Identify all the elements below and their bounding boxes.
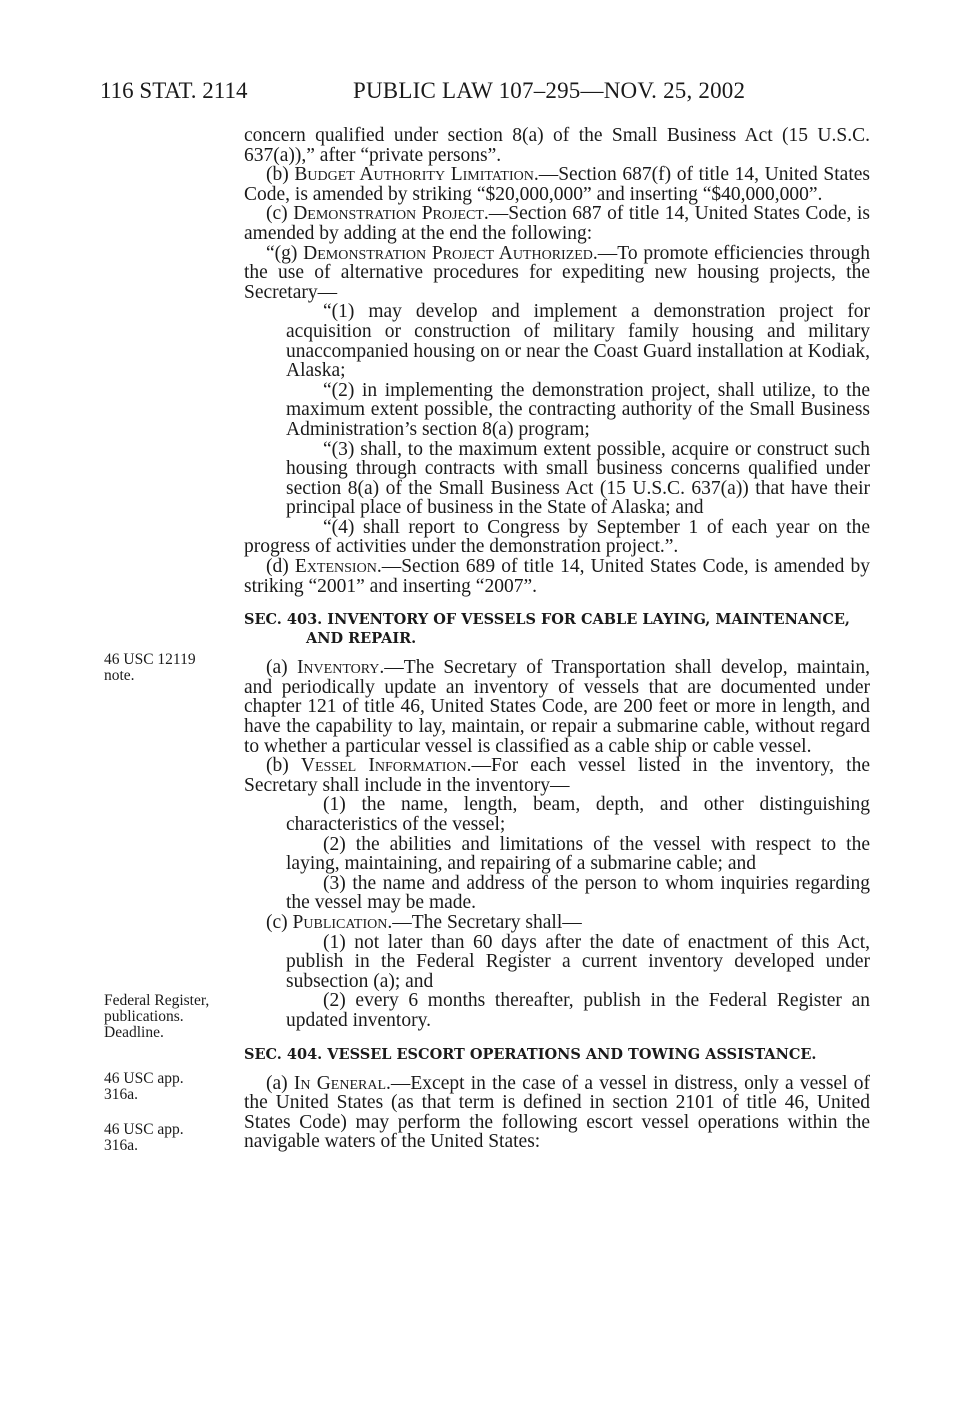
margin-note-usc-app-1 [104, 1071, 234, 1103]
subsection-heading: Demonstration Project Authorized [303, 242, 593, 264]
sec403-c-2: (2) every 6 months thereafter, publish in the Federal Register an updated inventory. [286, 990, 870, 1031]
subsection-text: .—Section 689 of title 14, United States Code, is amended by striking “2001” and inserting “2007”. [244, 556, 870, 597]
margin-note-line: 316a. [104, 1137, 139, 1154]
margin-note-line: note. [104, 667, 135, 684]
subsection-c-demonstration-project [244, 204, 870, 243]
clause-g-4: “(4) shall report to Congress by September 1 of each year on the progress of activities under the demonstration project.”. [244, 516, 870, 558]
subsection-d-extension [244, 557, 870, 596]
subsection-heading: Publication [292, 911, 388, 933]
sec403-subsection-a [244, 658, 870, 756]
section-404-heading [244, 1045, 870, 1064]
subsection-heading: Demonstration Project [293, 203, 484, 225]
subsection-g-demonstration-authorized [244, 244, 870, 303]
subsection-label: (a) [266, 1072, 294, 1094]
subsection-text: .—The Secretary of Transportation shall develop, maintain, and periodically update an inventory of vessels that are documented under chapter 121 of title 46, United States Code, are 200 feet or more in length, and have the capability to lay, maintain, or repair a submarine cable, without regard to whether a particular vessel is classified as a cable ship or cable vessel. [244, 657, 870, 757]
subsection-heading: Budget Authority Limitation [294, 164, 534, 186]
section-title: INVENTORY OF VESSELS FOR CABLE LAYING, MAINTENANCE, AND REPAIR. [306, 611, 850, 648]
subsection-label: (d) [266, 556, 295, 578]
margin-note-line: Deadline. [104, 1024, 164, 1041]
subsection-label: (c) [266, 911, 293, 933]
paragraph-continuation: concern qualified under section 8(a) of the Small Business Act (15 U.S.C. 637(a)),” after “private persons”. [244, 125, 870, 166]
sec404-subsection-a [244, 1074, 870, 1152]
subsection-heading: Vessel Information [300, 755, 467, 777]
margin-note-federal-register [104, 993, 234, 1041]
section-number: SEC. 404. [244, 1045, 328, 1063]
subsection-text: .—Section 687 of title 14, United States Code, is amended by adding at the end the following: [244, 203, 870, 244]
margin-note-line: 46 USC app. [104, 1070, 184, 1087]
margin-note-line: 316a. [104, 1086, 139, 1103]
subsection-label: (b) [266, 164, 295, 186]
margin-note-sec403 [104, 652, 234, 684]
sec403-subsection-c [244, 913, 870, 933]
subsection-b-budget-authority [244, 165, 870, 204]
sec403-b-1: (1) the name, length, beam, depth, and other distinguishing characteristics of the vessel; [286, 794, 870, 835]
margin-note-line: Federal Register, [104, 992, 210, 1009]
statute-page-number: 116 STAT. 2114 [100, 78, 248, 103]
subsection-label: (a) [266, 657, 297, 679]
section-number: SEC. 403. [244, 611, 328, 629]
margin-note-line: 46 USC app. [104, 1121, 184, 1138]
subsection-text: .—The Secretary shall— [387, 911, 582, 933]
section-403-heading [244, 610, 870, 648]
subsection-text: .—Section 687(f) of title 14, United States Code, is amended by striking “$20,000,000” and inserting “$40,000,000”. [244, 164, 870, 205]
page-header [100, 78, 880, 108]
subsection-label: “(g) [266, 242, 304, 264]
clause-g-1: “(1) may develop and implement a demonstration project for acquisition or construction of military family housing and military unaccompanied housing on or near the Coast Guard installation at Kodiak, Alaska; [286, 301, 870, 382]
public-law-citation: PUBLIC LAW 107–295—NOV. 25, 2002 [353, 78, 746, 103]
sec403-b-3: (3) the name and address of the person to whom inquiries regarding the vessel may be made. [286, 872, 870, 914]
clause-g-2: “(2) in implementing the demonstration project, shall utilize, to the maximum extent possible, the contracting authority of the Small Business Administration’s section 8(a) program; [286, 379, 870, 440]
sec403-c-1: (1) not later than 60 days after the date of enactment of this Act, publish in the Federal Register a current inventory developed under subsection (a); and [286, 931, 870, 992]
statute-body [244, 126, 870, 1152]
margin-note-line: publications. [104, 1008, 184, 1025]
subsection-heading: In General [293, 1072, 386, 1094]
clause-g-3: “(3) shall, to the maximum extent possible, acquire or construct such housing through contracts with small business concerns qualified under section 8(a) of the Small Business Act (15 U.S.C. 637(a)) that have their principal place of business in the State of Alaska; and [286, 438, 870, 519]
section-title: VESSEL ESCORT OPERATIONS AND TOWING ASSISTANCE. [327, 1045, 817, 1063]
subsection-text: .—Except in the case of a vessel in distress, only a vessel of the United States (as that term is defined in section 2101 of title 46, United States Code) may perform the following escort vessel operations within the navigable waters of the United States: [244, 1072, 870, 1153]
subsection-text: .—To promote efficiencies through the use of alternative procedures for expediting new housing projects, the Secretary— [244, 242, 870, 303]
sec403-subsection-b [244, 756, 870, 795]
sec403-b-2: (2) the abilities and limitations of the vessel with respect to the laying, maintaining, and repairing of a submarine cable; and [286, 833, 870, 875]
margin-note-usc-app-2 [104, 1122, 234, 1154]
subsection-heading: Inventory [296, 657, 380, 679]
subsection-heading: Extension [294, 556, 377, 578]
subsection-label: (b) [266, 755, 301, 777]
margin-note-line: 46 USC 12119 [104, 651, 196, 668]
subsection-text: .—For each vessel listed in the inventory, the Secretary shall include in the inventory— [244, 755, 870, 796]
subsection-label: (c) [266, 203, 294, 225]
